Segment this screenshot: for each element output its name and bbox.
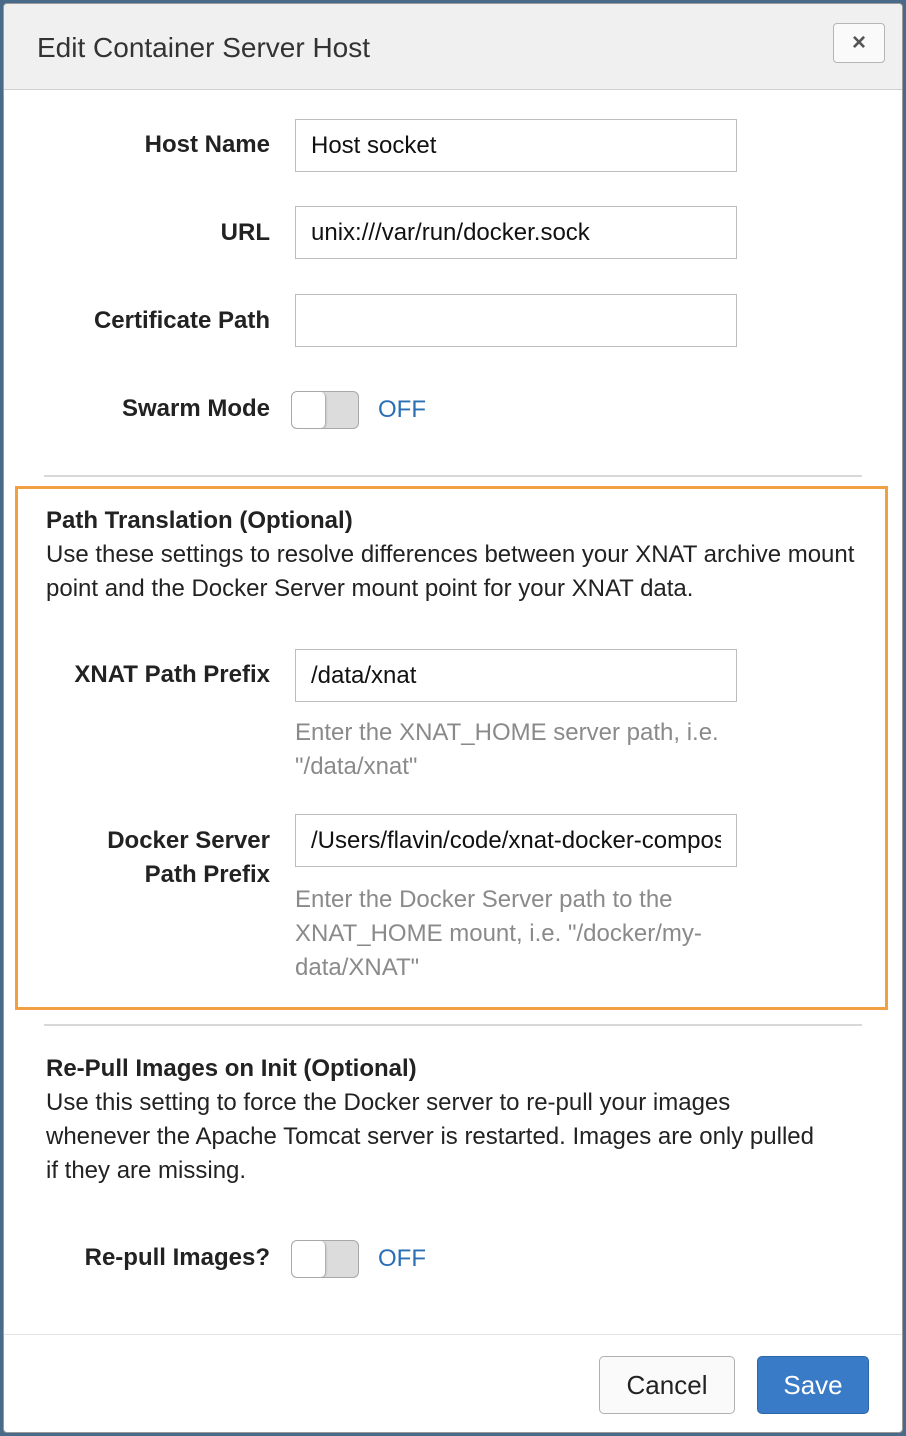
swarm-mode-state: OFF — [378, 396, 426, 423]
close-button[interactable] — [833, 23, 885, 63]
docker-path-prefix-label-line1: Docker Server — [107, 827, 270, 854]
dialog-title: Edit Container Server Host — [37, 32, 371, 63]
edit-host-dialog — [3, 3, 903, 1433]
repull-images-toggle[interactable] — [291, 1240, 359, 1278]
repull-title: Re-Pull Images on Init (Optional) — [46, 1055, 417, 1082]
divider — [44, 475, 862, 477]
repull-description: Use this setting to force the Docker server to re-pull your images whenever the Apache Tomcat server is restarted. Images are only pulled if they are missing. — [46, 1089, 814, 1184]
path-translation-title: Path Translation (Optional) — [46, 507, 353, 534]
repull-images-state: OFF — [378, 1245, 426, 1272]
xnat-path-prefix-help: Enter the XNAT_HOME server path, i.e. "/data/xnat" — [295, 719, 719, 780]
docker-path-prefix-label-line2: Path Prefix — [144, 861, 270, 888]
dialog-header — [4, 4, 902, 90]
certificate-path-label: Certificate Path — [93, 307, 270, 334]
toggle-knob — [292, 1241, 326, 1277]
close-icon: × — [851, 29, 866, 56]
docker-path-prefix-help: Enter the Docker Server path to the XNAT_HOME mount, i.e. "/docker/my-data/XNAT" — [295, 886, 702, 981]
certificate-path-input[interactable] — [295, 294, 737, 347]
url-label: URL — [220, 219, 270, 246]
footer-divider — [4, 1334, 902, 1335]
swarm-mode-toggle[interactable] — [291, 391, 359, 429]
toggle-knob — [292, 392, 326, 428]
host-name-label: Host Name — [144, 131, 270, 158]
host-name-input[interactable] — [295, 119, 737, 172]
url-input[interactable] — [295, 206, 737, 259]
save-button[interactable]: Save — [757, 1356, 869, 1414]
xnat-path-prefix-input[interactable] — [295, 649, 737, 702]
path-translation-description: Use these settings to resolve differences between your XNAT archive mount point and the Docker Server mount point for your XNAT data. — [46, 541, 855, 602]
xnat-path-prefix-label: XNAT Path Prefix — [74, 661, 270, 688]
cancel-button[interactable]: Cancel — [599, 1356, 735, 1414]
divider — [44, 1024, 862, 1026]
docker-path-prefix-input[interactable] — [295, 814, 737, 867]
repull-images-label: Re-pull Images? — [84, 1244, 270, 1271]
swarm-mode-label: Swarm Mode — [121, 395, 270, 422]
